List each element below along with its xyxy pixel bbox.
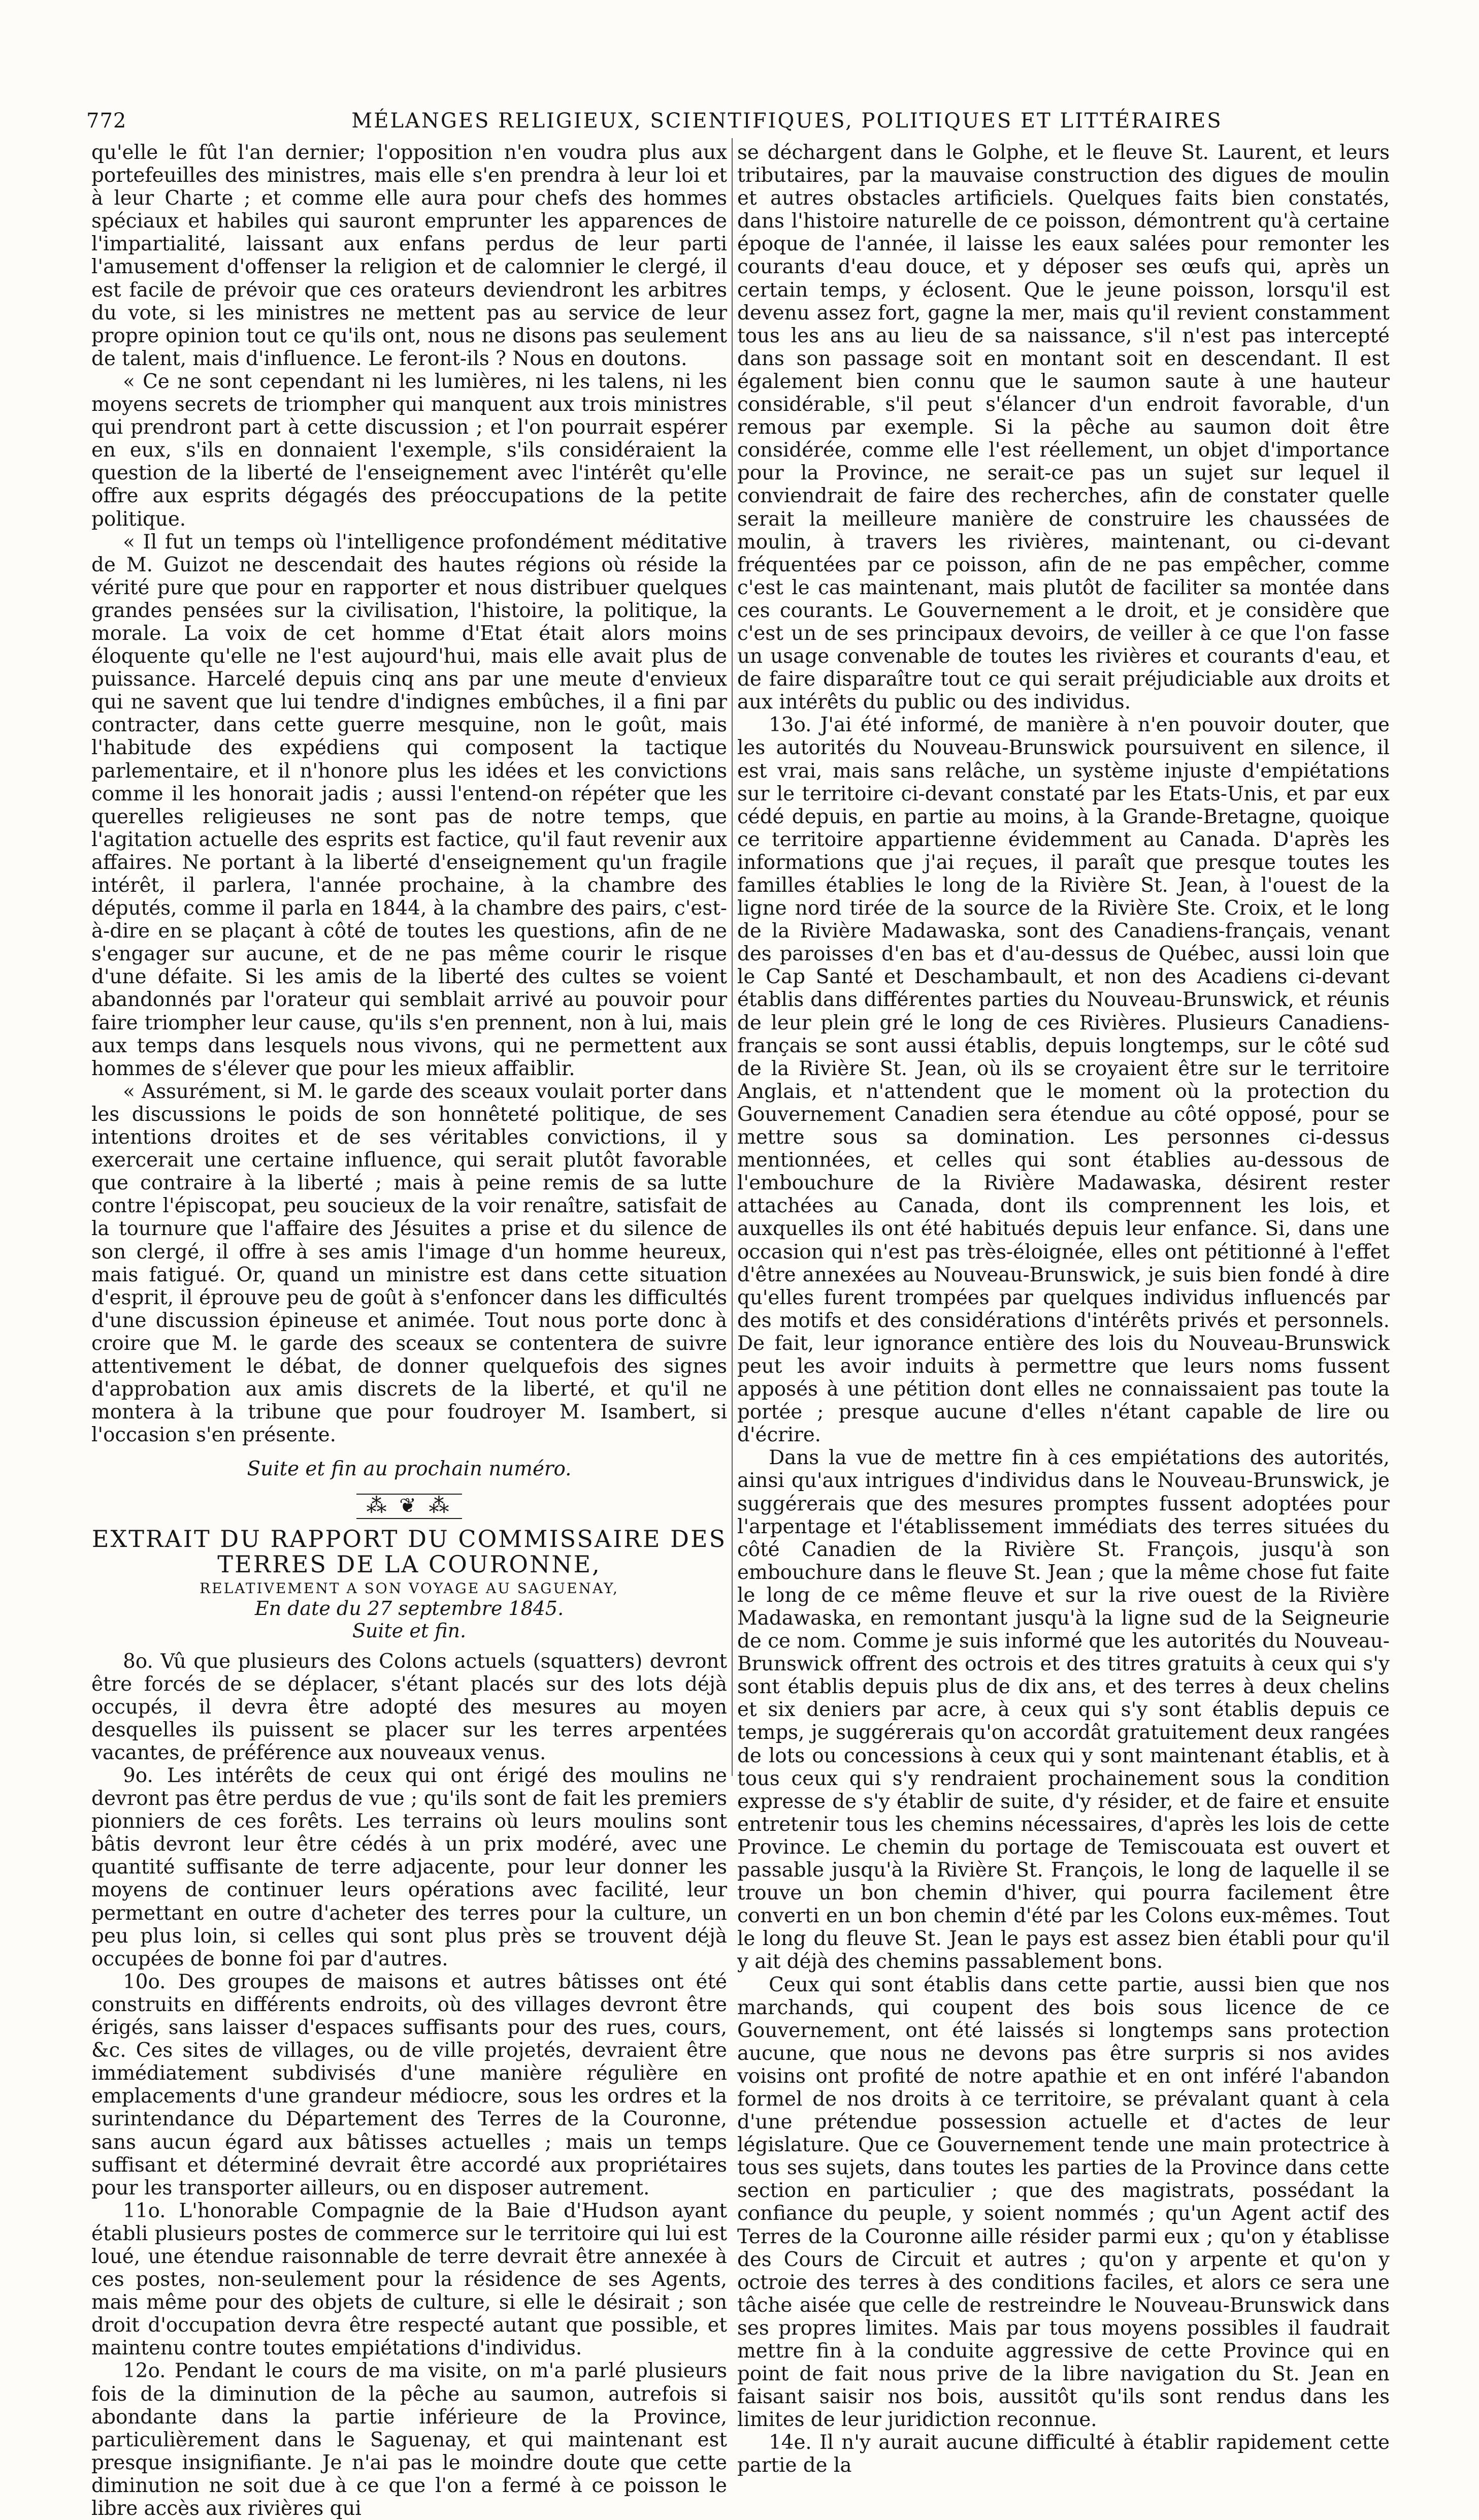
right-column	[737, 141, 1390, 2477]
paragraph: 12o. Pendant le cours de ma visite, on m'a parlé plusieurs fois de la diminution de la pêche au saumon, autrefois si abondante dans la partie inférieure de la Province, particulièrement dans le Saguenay, et qui maintenant est presque insignifiante. Je n'ai pas le moindre doute que cette diminution ne soit due à ce que l'on a fermé à ce poisson le libre accès aux rivières qui	[91, 2360, 727, 2520]
article-subtitle: RELATIVEMENT A SON VOYAGE AU SAGUENAY,	[200, 1579, 619, 1597]
ornament-glyphs: ⁂ ❦ ⁂	[356, 1494, 463, 1519]
page-number: 772	[86, 109, 127, 133]
paragraph: 10o. Des groupes de maisons et autres bâtisses ont été construits en différents endroits, où des villages devront être érigés, sans laisser d'espaces suffisants pour des rues, cours, &c. Ces sites de villages, ou de ville projetés, devraient être immédiatement subdivisés d'une manière régulière en emplacements d'une grandeur médiocre, sous les ordres et la surintendance du Département des Terres de la Couronne, sans aucun égard aux bâtisses actuelles ; mais un temps suffisant et déterminé devrait être accordé aux propriétaires pour les transporter ailleurs, ou en disposer autrement.	[91, 1970, 727, 2200]
continuation-note: Suite et fin au prochain numéro.	[247, 1458, 572, 1481]
paragraph: « Ce ne sont cependant ni les lumières, ni les talens, ni les moyens secrets de triompher qui manquent aux trois ministres qui prendront part à cette discussion ; et l'on pourrait espérer en eux, s'ils en donnaient l'exemple, s'ils considéraient la question de la liberté de l'enseignement avec l'intérêt qu'elle offre aux esprits dégagés des préoccupations de la petite politique.	[91, 370, 727, 531]
article-date: En date du 27 septembre 1845.	[254, 1597, 564, 1620]
paragraph: se déchargent dans le Golphe, et le fleuve St. Laurent, et leurs tributaires, par la mauvaise construction des digues de moulin et autres obstacles artificiels. Quelques faits bien constatés, dans l'histoire naturelle de ce poisson, démontrent qu'à certaine époque de l'année, il laisse les eaux salées pour remonter les courants d'eau douce, et y déposer ses œufs qui, après un certain temps, y éclosent. Que le jeune poisson, lorsqu'il est devenu assez fort, gagne la mer, mais qu'il revient constamment tous les ans au lieu de sa naissance, s'il n'est pas intercepté dans son passage soit en montant soit en descendant. Il est également bien connu que le saumon saute à une hauteur considérable, s'il peut s'élancer d'un endroit favorable, d'un remous par exemple. Si la pêche au saumon doit être considérée, comme elle l'est réellement, un objet d'importance pour la Province, ne serait-ce pas un sujet sur lequel il conviendrait de faire des recherches, afin de constater quelle serait la meilleure manière de construire les chaussées de moulin, à travers les rivières, maintenant, ou ci-devant fréquentées par ce poisson, afin de ne pas empêcher, comme c'est le cas maintenant, mais plutôt de faciliter sa montée dans ces courants. Le Gouvernement a le droit, et je considère que c'est un de ses principaux devoirs, de veiller à ce que l'on fasse un usage convenable de toutes les rivières et courants d'eau, et de faire disparaître tout ce qui serait préjudiciable aux droits et aux intérêts du public ou des individus.	[737, 141, 1390, 714]
paragraph: « Assurément, si M. le garde des sceaux voulait porter dans les discussions le poids de son honnêteté politique, de ses intentions droites et de ses véritables convictions, il y exercerait une certaine influence, qui serait plutôt favorable que contraire à la liberté ; mais à peine remis de sa lutte contre l'épiscopat, peu soucieux de la voir renaître, satisfait de la tournure que l'affaire des Jésuites a prise et du silence de son clergé, il offre à ses amis l'image d'un homme heureux, mais fatigué. Or, quand un ministre est dans cette situation d'esprit, il éprouve peu de goût à s'enfoncer dans les difficultés d'une discussion épineuse et animée. Tout nous porte donc à croire que M. le garde des sceaux se contentera de suivre attentivement le débat, de donner quelquefois des signes d'approbation aux amis discrets de la liberté, et qu'il ne montera à la tribune que pour foudroyer M. Isambert, si l'occasion s'en présente.	[91, 1080, 727, 1447]
paragraph: 9o. Les intérêts de ceux qui ont érigé des moulins ne devront pas être perdus de vue ; qu'ils sont de fait les premiers pionniers de ces forêts. Les terrains où leurs moulins sont bâtis devront leur être cédés à un prix modéré, avec une quantité suffisante de terre adjacente, pour leur donner les moyens de continuer leurs opérations avec facilité, leur permettant en outre d'acheter des terres pour la culture, un peu plus loin, si celles qui sont plus près se trouvent déjà occupées de bonne foi par d'autres.	[91, 1764, 727, 1970]
paragraph: 8o. Vû que plusieurs des Colons actuels (squatters) devront être forcés de se déplacer, s'étant placés sur des lots déjà occupés, il devra être adopté des mesures au moyen desquelles ils puissent se placer sur les terres arpentées vacantes, de préférence aux nouveaux venus.	[91, 1650, 727, 1764]
article-title: EXTRAIT DU RAPPORT DU COMMISSAIRE DES TERRES DE LA COURONNE,	[91, 1525, 727, 1578]
paragraph: Ceux qui sont établis dans cette partie, aussi bien que nos marchands, qui coupent des bois sous licence de ce Gouvernement, ont été laissés si longtemps sans protection aucune, que nous ne devons pas être surpris si nos avides voisins ont profité de notre apathie et en ont inféré l'abandon formel de nos droits à ce territoire, se prévalant quant à cela d'une prétendue possession actuelle et d'actes de leur législature. Que ce Gouvernement tende une main protectrice à tous ses sujets, dans toutes les parties de la Province dans cette section en particulier ; que des magistrats, possédant la confiance du peuple, y soient nommés ; qu'un Agent actif des Terres de la Couronne aille résider parmi eux ; qu'on y établisse des Cours de Circuit et autres ; qu'on y arpente et qu'on y octroie des terres à des conditions faciles, et alors ce sera une tâche aisée que celle de restreindre le Nouveau-Brunswick dans ses propres limites. Mais par tous moyens possibles il faudrait mettre fin à la conduite aggressive de cette Province qui en point de fait nous prive de la libre navigation du St. Jean en faisant saisir nos bois, aussitôt qu'ils sont rendus dans les limites de leur juridiction reconnue.	[737, 1973, 1390, 2432]
page-header	[86, 109, 1401, 140]
paragraph: 11o. L'honorable Compagnie de la Baie d'Hudson ayant établi plusieurs postes de commerce sur le territoire qui lui est loué, une étendue raisonnable de terre devrait être annexée à ces postes, non-seulement pour la résidence de ses Agents, mais même pour des objets de culture, si elle le désirait ; son droit d'occupation devra être respecté autant que possible, et maintenu contre toutes empiétations d'individus.	[91, 2199, 727, 2360]
column-rule	[732, 138, 733, 1776]
paragraph: qu'elle le fût l'an dernier; l'opposition n'en voudra plus aux portefeuilles des ministres, mais elle s'en prendra à leur loi et à leur Charte ; et comme elle aura pour chefs des hommes spéciaux et habiles qui sauront emprunter les apparences de l'impartialité, laissant aux enfans perdus de leur parti l'amusement d'offenser la religion et de calomnier le clergé, il est facile de prévoir que ces orateurs deviendront les arbitres du vote, si les ministres ne mettent pas au service de leur propre opinion tout ce qu'ils ont, nous ne disons pas seulement de talent, mais d'influence. Le feront-ils ? Nous en doutons.	[91, 141, 727, 370]
paragraph: 13o. J'ai été informé, de manière à n'en pouvoir douter, que les autorités du Nouveau-Brunswick poursuivent en silence, il est vrai, mais sans relâche, un système injuste d'empiétations sur le territoire ci-devant constaté par les Etats-Unis, et par eux cédé depuis, en partie au moins, à la Grande-Bretagne, quoique ce territoire appartienne évidemment au Canada. D'après les informations que j'ai reçues, il paraît que presque toutes les familles établies le long de la Rivière St. Jean, à l'ouest de la ligne nord tirée de la source de la Rivière Ste. Croix, et le long de la Rivière Madawaska, sont des Canadiens-français, venant des paroisses d'en bas et d'au-dessus de Québec, aussi loin que le Cap Santé et Deschambault, et non des Acadiens ci-devant établis dans différentes parties du Nouveau-Brunswick, et réunis de leur plein gré le long de ces Rivières. Plusieurs Canadiens-français se sont aussi établis, depuis longtemps, sur le côté sud de la Rivière St. Jean, où ils se croyaient être sur le territoire Anglais, et n'attendent que le moment où la protection du Gouvernement Canadien sera étendue au côté opposé, pour se mettre sous sa domination. Les personnes ci-dessus mentionnées, et celles qui sont établies au-dessous de l'embouchure de la Rivière Madawaska, désirent rester attachées au Canada, dont ils comprennent les lois, et auxquelles ils ont été habitués depuis leur enfance. Si, dans une occasion qui n'est pas très-éloignée, elles ont pétitionné à l'effet d'être annexées au Nouveau-Brunswick, je suis bien fondé à dire qu'elles furent trompées par quelques individus influencés par des motifs et des considérations d'intérêts privés et personnels. De fait, leur ignorance entière des lois du Nouveau-Brunswick peut les avoir induits à permettre que leurs noms fussent apposés à une pétition dont elles ne connaissaient pas toute la portée ; presque aucune d'elles n'étant capable de lire ou d'écrire.	[737, 714, 1390, 1447]
article-continuation: Suite et fin.	[352, 1619, 467, 1642]
paragraph: 14e. Il n'y aurait aucune difficulté à établir rapidement cette partie de la	[737, 2431, 1390, 2477]
section-ornament	[91, 1494, 727, 1519]
running-title: MÉLANGES RELIGIEUX, SCIENTIFIQUES, POLITIQUES ET LITTÉRAIRES	[351, 109, 1223, 133]
paragraph: « Il fut un temps où l'intelligence profondément méditative de M. Guizot ne descendait des hautes régions où réside la vérité pure que pour en rapporter et nous distribuer quelques grandes pensées sur la civilisation, l'histoire, la politique, la morale. La voix de cet homme d'Etat était alors moins éloquente qu'elle ne l'est aujourd'hui, mais elle avait plus de puissance. Harcelé depuis cinq ans par une meute d'envieux qui ne savent que lui tendre d'indignes embûches, il a fini par contracter, dans cette guerre mesquine, non le goût, mais l'habitude des expédiens qui composent la tactique parlementaire, et il n'honore plus les idées et les convictions comme il les honorait jadis ; aussi l'entend-on répéter que les querelles religieuses ne sont pas de notre temps, que l'agitation actuelle des esprits est factice, qu'il faut revenir aux affaires. Ne portant à la liberté d'enseignement qu'un fragile intérêt, il parlera, l'année prochaine, à la chambre des députés, comme il parla en 1844, à la chambre des pairs, c'est-à-dire en se plaçant à côté de toutes les questions, afin de ne s'engager sur aucune, et de ne pas même courir le risque d'une défaite. Si les amis de la liberté des cultes se voient abandonnés par l'orateur qui semblait arrivé au pouvoir pour faire triompher leur cause, qu'ils s'en prennent, non à lui, mais aux temps dans lesquels nous vivons, qui ne permettent aux hommes de s'élever que pour les mieux affaiblir.	[91, 530, 727, 1080]
left-column	[91, 141, 727, 2520]
paragraph: Dans la vue de mettre fin à ces empiétations des autorités, ainsi qu'aux intrigues d'individus dans le Nouveau-Brunswick, je suggérerais que des mesures promptes fussent adoptées pour l'arpentage et l'établissement immédiats des terres situées du côté Canadien de la Rivière St. François, jusqu'à son embouchure dans le fleuve St. Jean ; que la même chose fut faite le long de ce même fleuve et sur la rive ouest de la Rivière Madawaska, en remontant jusqu'à la ligne sud de la Seigneurie de ce nom. Comme je suis informé que les autorités du Nouveau-Brunswick offrent des octrois et des titres gratuits à ceux qui s'y sont établis depuis plus de dix ans, et des terres à deux chelins et six deniers par acre, à ceux qui s'y sont établis depuis ce temps, je suggérerais qu'on accordât gratuitement deux rangées de lots ou concessions à ceux qui y sont maintenant établis, et à tous ceux qui s'y rendraient prochainement sous la condition expresse de s'y établir de suite, d'y résider, et de faire et ensuite entretenir tous les chemins nécessaires, d'après les lois de cette Province. Le chemin du portage de Temiscouata est ouvert et passable jusqu'à la Rivière St. François, le long de laquelle il se trouve un bon chemin d'hiver, qui pourra facilement être converti en un bon chemin d'été par les Colons eux-mêmes. Tout le long du fleuve St. Jean le pays est assez bien établi pour qu'il y ait déjà des chemins passablement bons.	[737, 1446, 1390, 1974]
